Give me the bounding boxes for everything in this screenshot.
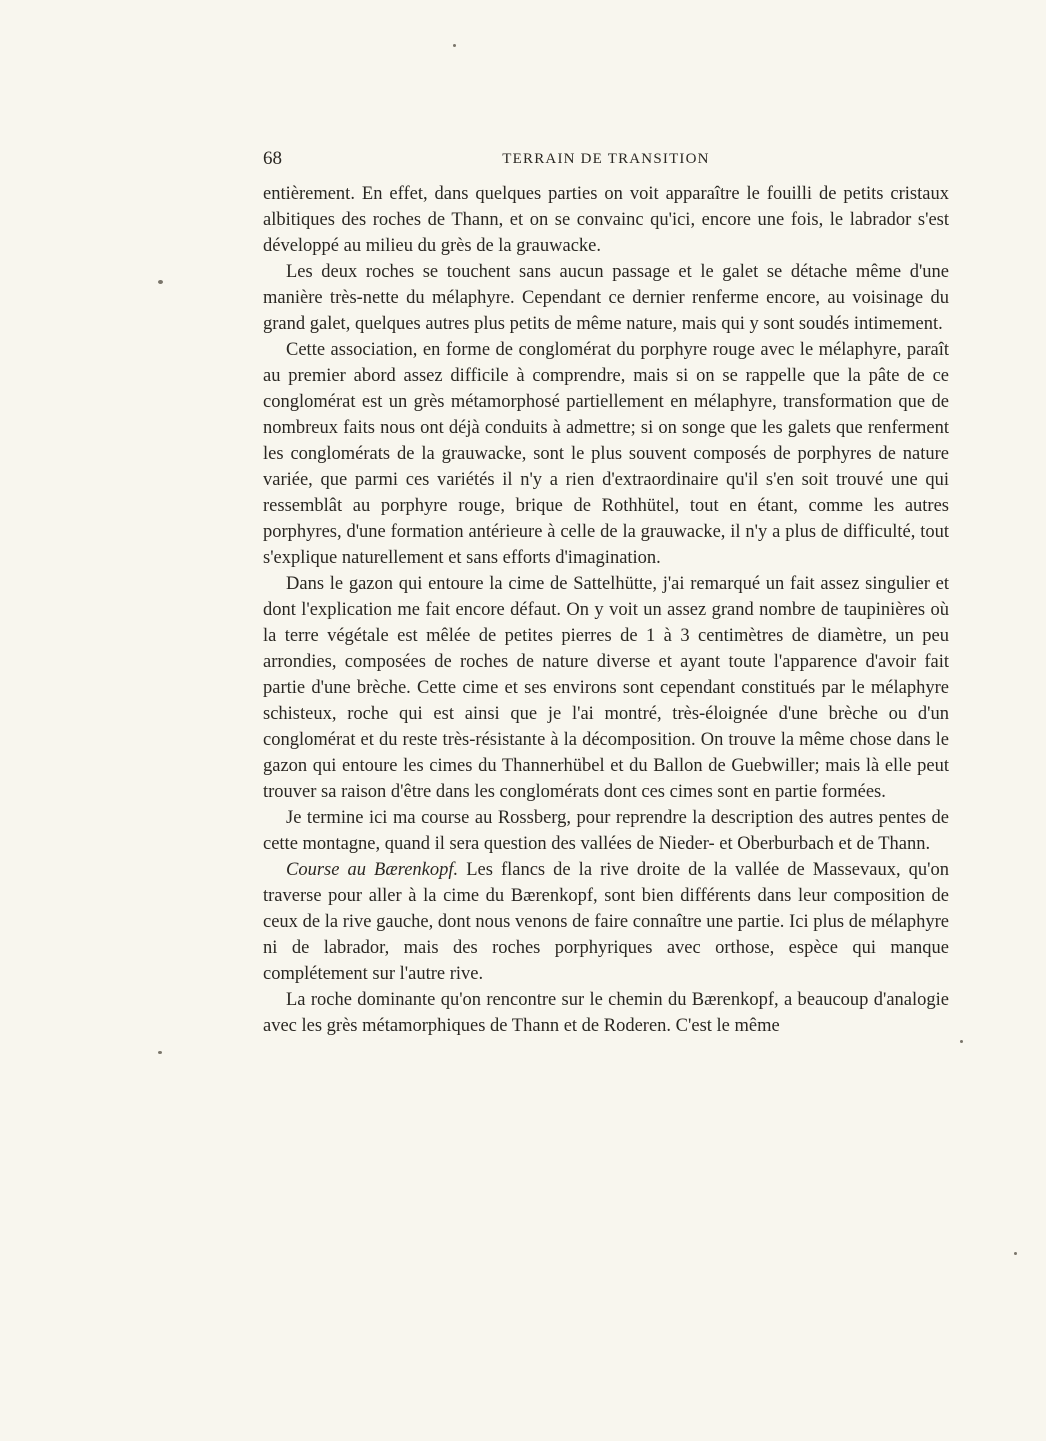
paragraph: Dans le gazon qui entoure la cime de Sattelhütte, j'ai remarqué un fait assez singulier et dont l'explication me fait encore défaut. On y voit un assez grand nombre de taupinières où la terre végétale est mêlée de petites pierres de 1 à 3 centimètres de diamètre, un peu arrondies, composées de roches de nature diverse et ayant toute l'apparence d'avoir fait partie d'une brèche. Cette cime et ses environs sont cependant constitués par le mélaphyre schisteux, roche qui est ainsi que je l'ai montré, très-éloignée d'une brèche ou d'un conglomérat et du reste très-résistante à la décomposition. On trouve la même chose dans le gazon qui entoure les cimes du Thannerhübel et du Ballon de Guebwiller; mais là elle peut trouver sa raison d'être dans les conglomérats dont ces cimes sont en partie formées. bbox=[263, 574, 949, 802]
paragraph bbox=[263, 857, 949, 987]
scan-speck bbox=[960, 1040, 963, 1043]
paragraph: Cette association, en forme de conglomérat du porphyre rouge avec le mélaphyre, paraît au premier abord assez difficile à comprendre, mais si on se rappelle que la pâte de ce conglomérat est un grès métamorphosé partiellement en mélaphyre, transformation que de nombreux faits nous ont déjà conduits à admettre; si on songe que les galets que renferment les conglomérats de la grauwacke, sont le plus souvent composés de porphyres de nature variée, que parmi ces variétés il n'y a rien d'extraordinaire qu'il s'en soit trouvé une qui ressemblât au porphyre rouge, brique de Rothhütel, tout en étant, comme les autres porphyres, d'une formation antérieure à celle de la grauwacke, il n'y a plus de difficulté, tout s'explique naturellement et sans efforts d'imagination. bbox=[263, 340, 949, 568]
paragraph: Je termine ici ma course au Rossberg, pour reprendre la description des autres pentes de cette montagne, quand il sera question des vallées de Nieder- et Oberburbach et de Thann. bbox=[263, 808, 949, 854]
paragraph-text: Les flancs de la rive droite de la vallée de Massevaux, qu'on traverse pour aller à la cime du Bærenkopf, sont bien différents dans leur composition de ceux de la rive gauche, dont nous venons de faire connaître une partie. Ici plus de mélaphyre ni de labrador, mais des roches porphyriques avec orthose, espèce qui manque complétement sur l'autre rive. bbox=[263, 860, 949, 984]
body-text bbox=[263, 181, 949, 1039]
paragraph: Les deux roches se touchent sans aucun passage et le galet se détache même d'une manière très-nette du mélaphyre. Cependant ce dernier renferme encore, au voisinage du grand galet, quelques autres plus petits de même nature, mais qui y sont soudés intimement. bbox=[263, 262, 949, 334]
running-title: TERRAIN DE TRANSITION bbox=[502, 151, 710, 167]
scan-speck bbox=[453, 44, 456, 47]
paragraph: entièrement. En effet, dans quelques parties on voit apparaître le fouilli de petits cristaux albitiques des roches de Thann, et on se convainc qu'ici, encore une fois, le labrador s'est développé au milieu du grès de la grauwacke. bbox=[263, 184, 949, 256]
scan-speck bbox=[158, 1051, 162, 1054]
section-lead: Course au Bærenkopf. bbox=[286, 860, 459, 880]
running-head bbox=[263, 148, 949, 170]
scan-speck bbox=[158, 280, 163, 284]
paragraph: La roche dominante qu'on rencontre sur le chemin du Bærenkopf, a beaucoup d'analogie avec les grès métamorphiques de Thann et de Roderen. C'est le même bbox=[263, 990, 949, 1036]
page-number: 68 bbox=[263, 148, 282, 169]
scan-speck bbox=[1014, 1252, 1017, 1255]
